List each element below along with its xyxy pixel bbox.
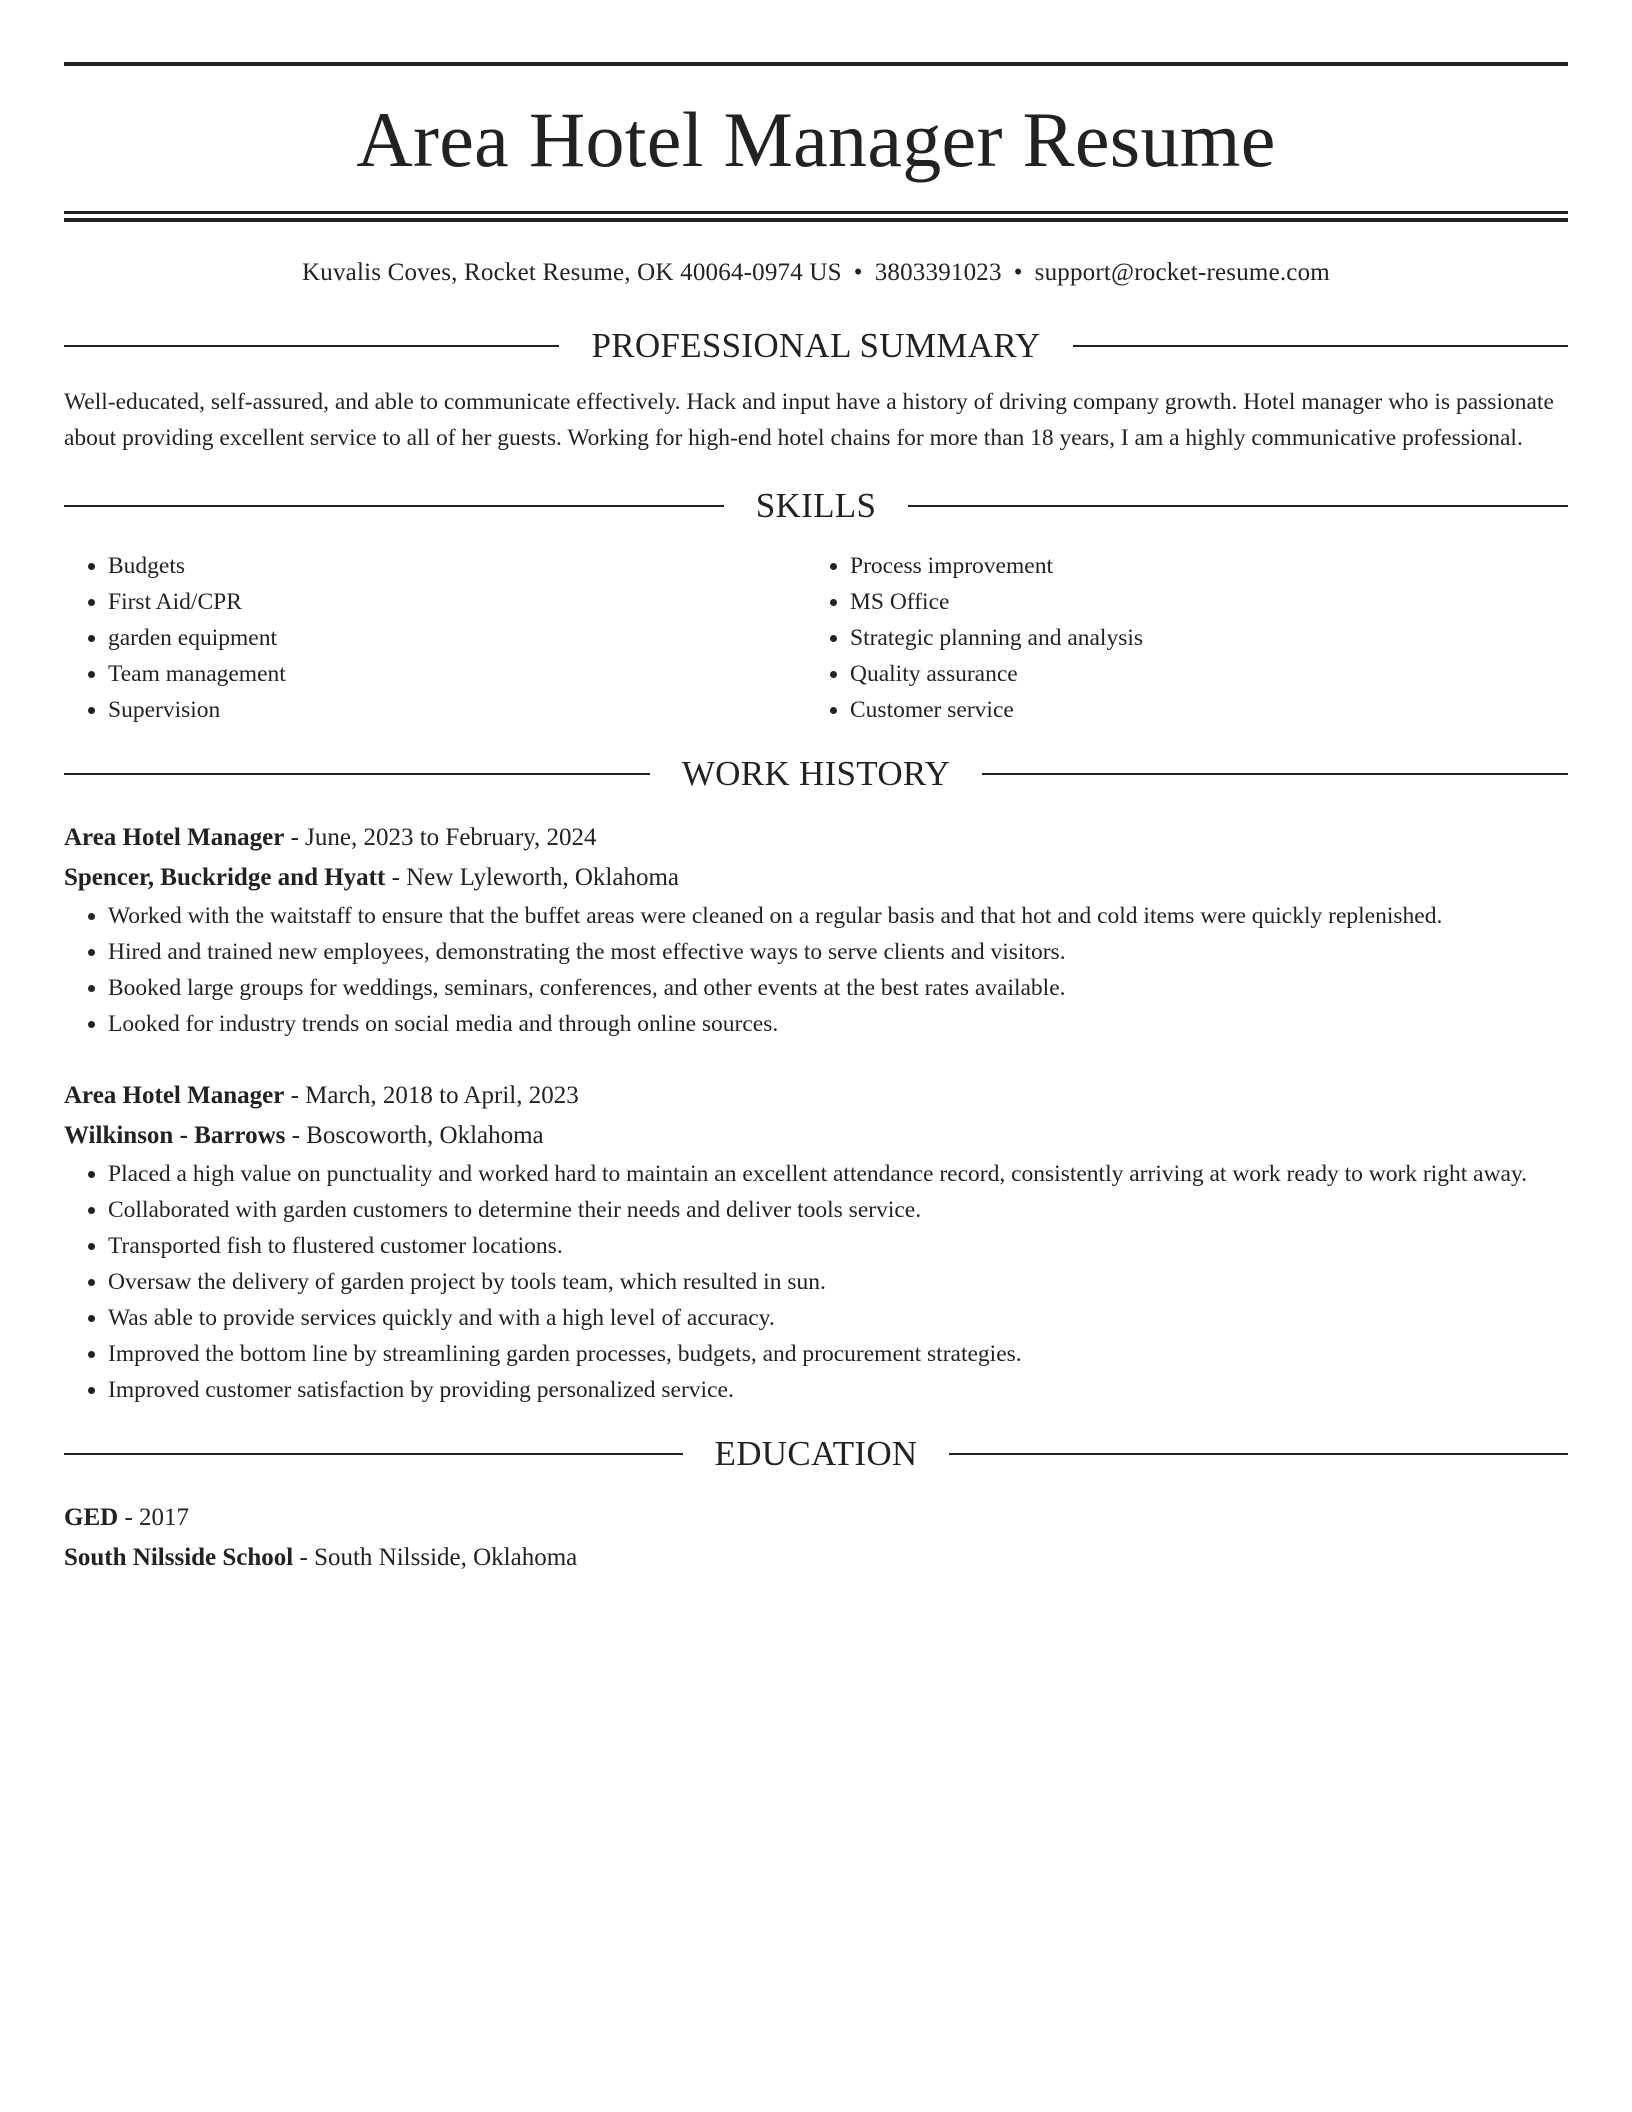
job-duty-item: • Was able to provide services quickly and with a high level of accuracy. xyxy=(108,1300,1568,1336)
divider-line xyxy=(908,505,1568,507)
job-duty-item: • Looked for industry trends on social media and through online sources. xyxy=(108,1006,1568,1042)
section-header-skills xyxy=(64,486,1568,526)
skill-item: • garden equipment xyxy=(108,620,806,656)
skill-item: • Team management xyxy=(108,656,806,692)
contact-phone: 3803391023 xyxy=(874,259,1002,286)
job-title: Area Hotel Manager xyxy=(64,1082,285,1109)
skill-item: • Strategic planning and analysis xyxy=(850,620,1548,656)
skill-item: • MS Office xyxy=(850,584,1548,620)
skill-item: • Process improvement xyxy=(850,548,1548,584)
job-duty-item: • Worked with the waitstaff to ensure that the buffet areas were cleaned on a regular basis and that hot and cold items were quickly replenished. xyxy=(108,898,1568,934)
summary-text: Well-educated, self-assured, and able to communicate effectively. Hack and input have a history of driving company growth. Hotel manager who is passionate about providing excellent service to all of her guests. Working for high-end hotel chains for more than 18 years, I am a highly communicative professional. xyxy=(64,389,1554,451)
education-degree-line xyxy=(64,1498,1568,1538)
contact-email: support@rocket-resume.com xyxy=(1034,259,1330,286)
skill-item: • Quality assurance xyxy=(850,656,1548,692)
skills-column-left xyxy=(64,548,806,728)
job-title: Area Hotel Manager xyxy=(64,824,285,851)
job-company: Spencer, Buckridge and Hyatt xyxy=(64,864,386,891)
contact-address: Kuvalis Coves, Rocket Resume, OK 40064-0974 US xyxy=(302,259,842,286)
education-location: - South Nilsside, Oklahoma xyxy=(293,1544,578,1571)
education-school: South Nilsside School xyxy=(64,1544,294,1571)
education-degree: GED xyxy=(64,1504,119,1531)
contact-separator: • xyxy=(853,259,863,286)
job-entry xyxy=(64,818,1568,1042)
job-duty-item: • Booked large groups for weddings, seminars, conferences, and other events at the best rates available. xyxy=(108,970,1568,1006)
job-company: Wilkinson - Barrows xyxy=(64,1122,286,1149)
section-title-work: WORK HISTORY xyxy=(681,754,951,793)
job-company-line xyxy=(64,1116,1568,1156)
top-rule xyxy=(64,62,1568,66)
skills-column-right xyxy=(806,548,1548,728)
job-duty-item: • Improved customer satisfaction by providing personalized service. xyxy=(108,1372,1568,1408)
job-duty-item: • Transported fish to flustered customer locations. xyxy=(108,1228,1568,1264)
job-duty-item: • Improved the bottom line by streamlining garden processes, budgets, and procurement strategies. xyxy=(108,1336,1568,1372)
job-company-line xyxy=(64,858,1568,898)
job-duty-item: • Oversaw the delivery of garden project by tools team, which resulted in sun. xyxy=(108,1264,1568,1300)
education-school-line xyxy=(64,1538,1568,1578)
job-dates: - March, 2018 to April, 2023 xyxy=(284,1082,579,1109)
section-header-summary xyxy=(64,326,1568,366)
section-title-education: EDUCATION xyxy=(714,1434,918,1473)
divider-line xyxy=(949,1453,1568,1455)
divider-line xyxy=(64,773,650,775)
job-duty-item: • Placed a high value on punctuality and worked hard to maintain an excellent attendance record, consistently arriving at work ready to work right away. xyxy=(108,1156,1568,1192)
job-dates: - June, 2023 to February, 2024 xyxy=(284,824,597,851)
section-title-skills: SKILLS xyxy=(755,486,877,525)
job-entry xyxy=(64,1076,1568,1408)
divider-line xyxy=(64,345,559,347)
job-duty-item: • Hired and trained new employees, demonstrating the most effective ways to serve clients and visitors. xyxy=(108,934,1568,970)
job-location: - New Lyleworth, Oklahoma xyxy=(385,864,680,891)
skill-item: • Budgets xyxy=(108,548,806,584)
contact-separator: • xyxy=(1013,259,1023,286)
job-title-line xyxy=(64,1076,1568,1116)
page-title: Area Hotel Manager Resume xyxy=(356,96,1276,183)
divider-line xyxy=(64,505,724,507)
job-title-line xyxy=(64,818,1568,858)
section-header-work xyxy=(64,754,1568,794)
section-header-education xyxy=(64,1434,1568,1474)
job-duty-item: • Collaborated with garden customers to determine their needs and deliver tools service. xyxy=(108,1192,1568,1228)
section-title-summary: PROFESSIONAL SUMMARY xyxy=(591,326,1041,365)
divider-line xyxy=(982,773,1568,775)
job-duties xyxy=(64,898,1568,1042)
skill-item: • Supervision xyxy=(108,692,806,728)
skill-item: • First Aid/CPR xyxy=(108,584,806,620)
job-location: - Boscoworth, Oklahoma xyxy=(285,1122,544,1149)
skills-list xyxy=(64,548,1568,728)
contact-line xyxy=(64,258,1568,288)
education-entry xyxy=(64,1498,1568,1578)
title-double-rule xyxy=(64,211,1568,222)
job-duties xyxy=(64,1156,1568,1408)
education-year: - 2017 xyxy=(118,1504,190,1531)
divider-line xyxy=(64,1453,683,1455)
skill-item: • Customer service xyxy=(850,692,1548,728)
divider-line xyxy=(1073,345,1568,347)
